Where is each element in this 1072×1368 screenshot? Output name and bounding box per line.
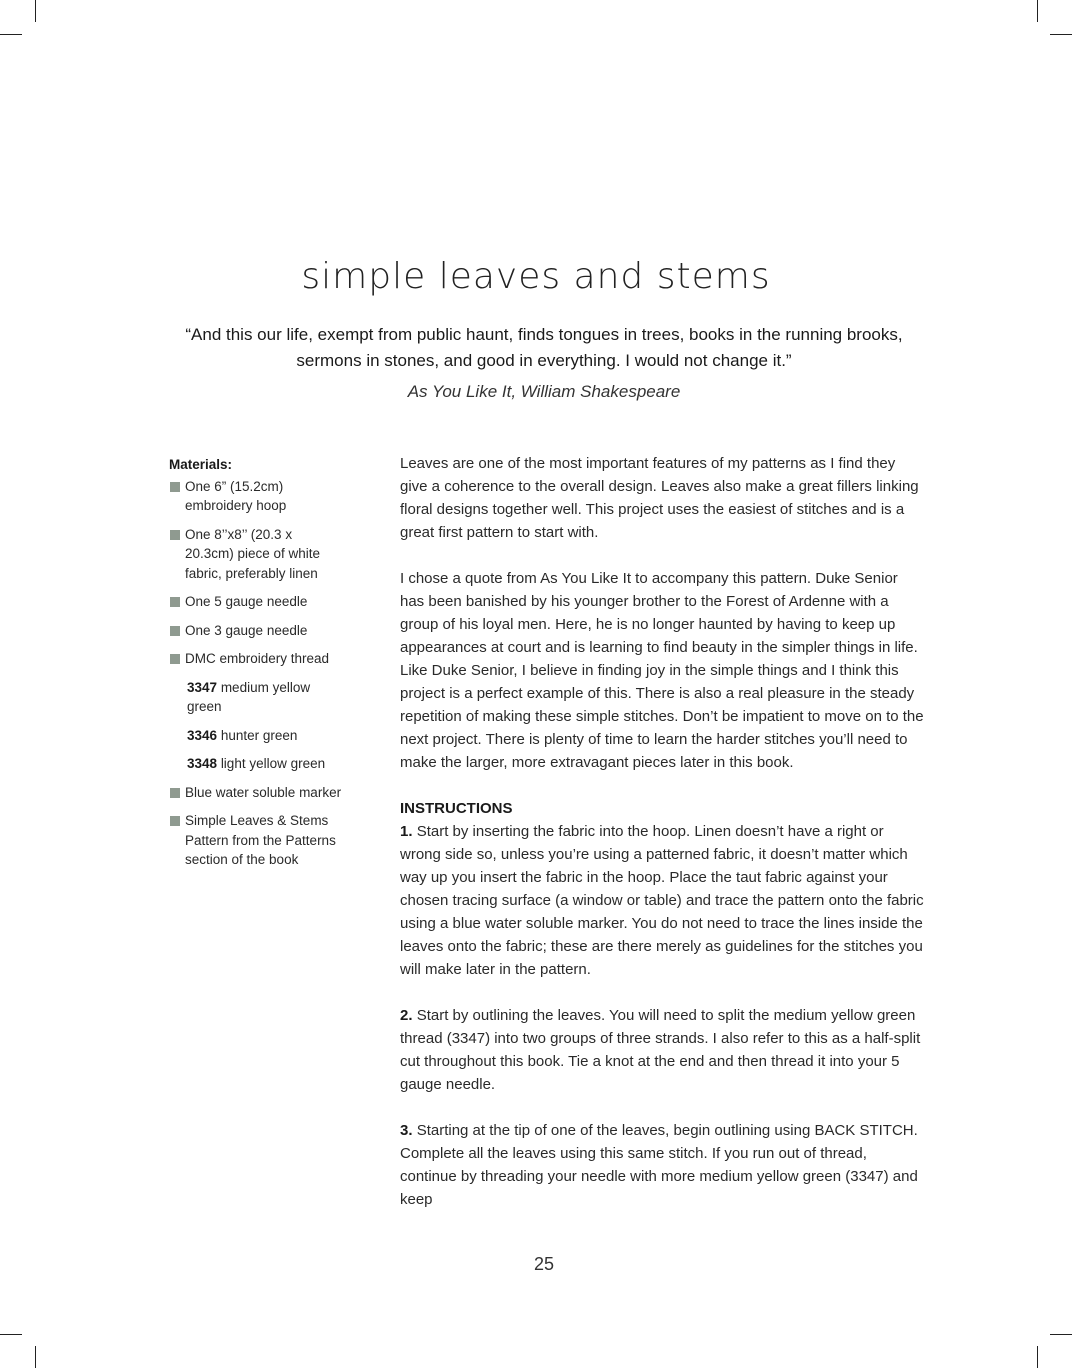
material-item: Simple Leaves & Stems Pattern from the Patterns section of the book bbox=[169, 811, 344, 870]
step-number: 2. bbox=[400, 1007, 413, 1024]
instruction-step bbox=[400, 820, 924, 981]
epigraph-quote: “And this our life, exempt from public haunt, finds tongues in trees, books in the running brooks, sermons in stones, and good in everything. I would not change it.” bbox=[185, 325, 903, 370]
epigraph-attribution: As You Like It, William Shakespeare bbox=[407, 382, 681, 401]
crop-mark-bottom-left-horizontal bbox=[0, 1334, 22, 1335]
materials-list bbox=[169, 477, 344, 669]
thread-code: 3348 bbox=[187, 756, 218, 771]
square-bullet-icon bbox=[170, 788, 180, 798]
thread-name: medium yellow green bbox=[187, 679, 311, 714]
thread-name: hunter green bbox=[220, 727, 298, 743]
step-text: Starting at the tip of one of the leaves, begin outlining using BACK STITCH. Complete all the leaves using this same stitch. If you run out of thread, continue by threading your needle with more medium yellow green (3347) and keep bbox=[400, 1122, 918, 1208]
square-bullet-icon bbox=[170, 530, 180, 540]
square-bullet-icon bbox=[170, 482, 180, 492]
crop-mark-top-right-horizontal bbox=[1050, 34, 1072, 35]
step-text: Start by inserting the fabric into the hoop. Linen doesn’t have a right or wrong side so, unless you’re using a patterned fabric, it doesn’t matter which way up you insert the fabric in the hoop. Place the taut fabric against your chosen tracing surface (a window or table) and trace the pattern onto the fabric using a blue water soluble marker. You do not need to trace the lines inside the leaves onto the fabric; these are there merely as guidelines for the stitches you will make later in the pattern. bbox=[400, 823, 924, 978]
crop-mark-top-right-vertical bbox=[1037, 0, 1038, 22]
instructions-heading: INSTRUCTIONS bbox=[400, 800, 513, 817]
thread-item bbox=[169, 754, 344, 774]
thread-item bbox=[169, 726, 344, 746]
materials-list-continued bbox=[169, 783, 344, 870]
intro-paragraph: Leaves are one of the most important features of my patterns as I find they give a coherence to the overall design. Leaves also make a great fillers linking floral designs together well. This project uses the easiest of stitches and is a great first pattern to start with. bbox=[400, 455, 919, 541]
square-bullet-icon bbox=[170, 816, 180, 826]
material-item: DMC embroidery thread bbox=[169, 649, 344, 669]
instruction-step bbox=[400, 1004, 924, 1096]
material-item: Blue water soluble marker bbox=[169, 783, 344, 803]
crop-mark-bottom-right-horizontal bbox=[1050, 1334, 1072, 1335]
materials-heading: Materials: bbox=[169, 457, 233, 472]
crop-mark-top-left-vertical bbox=[35, 0, 36, 22]
materials-sidebar bbox=[169, 455, 344, 879]
material-item: One 6” (15.2cm) embroidery hoop bbox=[169, 477, 344, 516]
step-number: 1. bbox=[400, 823, 413, 840]
thread-code: 3347 bbox=[187, 679, 218, 695]
step-text: Start by outlining the leaves. You will need to split the medium yellow green thread (3347) into two groups of three strands. I also refer to this as a half-split cut throughout this book. Tie a knot at the end and then thread it into your 5 gauge needle. bbox=[400, 1007, 921, 1093]
square-bullet-icon bbox=[170, 597, 180, 607]
step-number: 3. bbox=[400, 1122, 413, 1139]
body-text bbox=[400, 452, 924, 1211]
thread-code: 3346 bbox=[187, 727, 218, 743]
material-item: One 5 gauge needle bbox=[169, 592, 344, 612]
thread-item bbox=[169, 678, 344, 717]
square-bullet-icon bbox=[170, 654, 180, 664]
page-title: simple leaves and stems bbox=[301, 256, 771, 297]
instruction-step bbox=[400, 1119, 924, 1211]
crop-mark-bottom-right-vertical bbox=[1037, 1346, 1038, 1368]
square-bullet-icon bbox=[170, 626, 180, 636]
thread-name: light yellow green bbox=[220, 756, 326, 771]
crop-mark-top-left-horizontal bbox=[0, 34, 22, 35]
quote-paragraph: I chose a quote from As You Like It to accompany this pattern. Duke Senior has been banished by his younger brother to the Forest of Ardenne with a group of his loyal men. Here, he is no longer haunted by having to keep up appearances at court and is learning to find beauty in the simpler things in life. Like Duke Senior, I believe in finding joy in the simple things and I think this project is a perfect example of this. There is also a real pleasure in the steady repetition of making these simple stitches. Don’t be impatient to move on to the next project. There is plenty of time to learn the harder stitches you’ll need to make the larger, more extravagant pieces later in this book. bbox=[400, 570, 924, 771]
page-number: 25 bbox=[533, 1254, 555, 1274]
crop-mark-bottom-left-vertical bbox=[35, 1346, 36, 1368]
material-item: One 3 gauge needle bbox=[169, 621, 344, 641]
material-item: One 8’’x8’’ (20.3 x 20.3cm) piece of white fabric, preferably linen bbox=[169, 525, 344, 584]
